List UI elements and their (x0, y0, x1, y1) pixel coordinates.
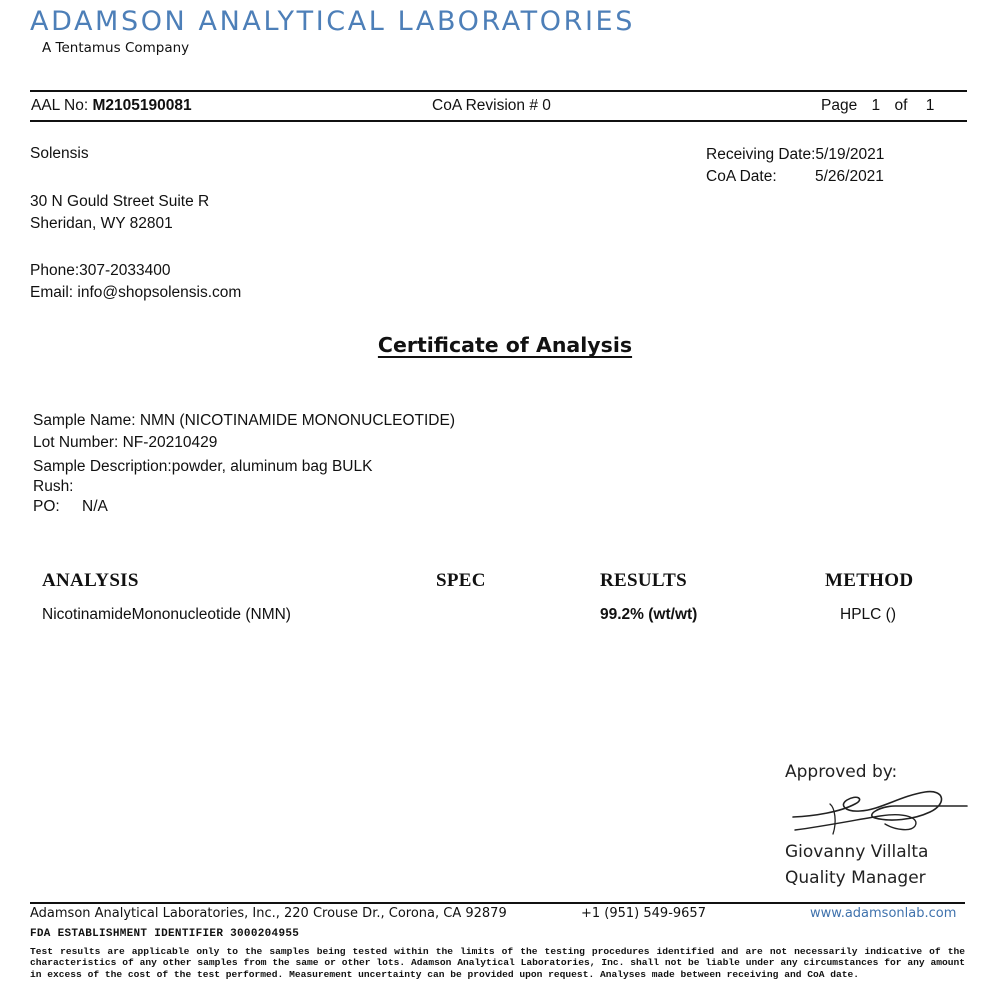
receiving-date-label: Receiving Date: (706, 146, 816, 163)
po-label: PO: (33, 498, 60, 515)
revision-number: 0 (542, 97, 551, 114)
sample-description (33, 458, 372, 476)
lot-number-label: Lot Number: (33, 434, 119, 451)
footer-website-link[interactable]: www.adamsonlab.com (810, 906, 957, 921)
client-name: Solensis (30, 145, 89, 162)
analysis-cell: NicotinamideMononucleotide (NMN) (42, 606, 291, 623)
footer-phone: +1 (951) 549-9657 (581, 906, 706, 921)
coa-date-value: 5/26/2021 (814, 168, 884, 185)
sample-name (33, 412, 455, 430)
column-header-results: RESULTS (600, 570, 687, 591)
approved-by-label: Approved by: (785, 762, 898, 782)
header-bottom-rule (30, 120, 967, 122)
phone-label: Phone: (30, 262, 80, 279)
footer-address: Adamson Analytical Laboratories, Inc., 220 Crouse Dr., Corona, CA 92879 (30, 906, 507, 921)
coa-date-label: CoA Date: (706, 168, 777, 185)
client-address-line1: 30 N Gould Street Suite R (30, 193, 210, 210)
page-current: 1 (871, 97, 881, 114)
column-header-method: METHOD (825, 570, 914, 591)
column-header-analysis: ANALYSIS (42, 570, 139, 591)
aal-number-field (31, 97, 192, 115)
header-top-rule (30, 90, 967, 92)
lab-name: ADAMSON ANALYTICAL LABORATORIES (30, 6, 635, 37)
po-value: N/A (82, 498, 108, 515)
phone-value: 307-2033400 (79, 262, 171, 279)
sample-name-label: Sample Name: (33, 412, 136, 429)
po-field (33, 498, 108, 516)
lot-number (33, 434, 217, 452)
page-indicator (821, 97, 934, 115)
revision-label: CoA Revision # (432, 97, 538, 114)
client-email (30, 284, 241, 302)
approver-name: Giovanny Villalta (785, 842, 929, 862)
coa-date (706, 168, 884, 186)
client-address-line2: Sheridan, WY 82801 (30, 215, 173, 232)
rush-label: Rush: (33, 478, 74, 495)
receiving-date (706, 146, 884, 164)
client-phone (30, 262, 171, 280)
page-of: of (894, 97, 908, 114)
footer-rule (30, 902, 965, 904)
sample-description-value: powder, aluminum bag BULK (171, 458, 373, 475)
signature-image (785, 782, 970, 842)
page-total: 1 (925, 97, 935, 114)
email-value: info@shopsolensis.com (77, 284, 242, 301)
result-cell: 99.2% (wt/wt) (600, 606, 698, 623)
lab-subtitle: A Tentamus Company (42, 40, 190, 56)
aal-number: M2105190081 (92, 97, 192, 114)
receiving-date-value: 5/19/2021 (815, 146, 885, 163)
aal-label: AAL No: (31, 97, 89, 114)
page-label: Page (821, 97, 858, 114)
coa-revision-field (432, 97, 551, 115)
column-header-spec: SPEC (436, 570, 486, 591)
disclaimer-text: Test results are applicable only to the samples being tested within the limits of the testing procedures identified and are not necessarily indicative of the characteristics of any other samples from the same or other lots. Adamson Analytical Laboratories, Inc. shall not be liable under any circumstances for any amount in excess of the cost of the test performed. Measurement uncertainty can be provided upon request. Analyses made between receiving and CoA date. (30, 946, 965, 980)
fda-identifier: FDA ESTABLISHMENT IDENTIFIER 3000204955 (30, 928, 300, 940)
approver-role: Quality Manager (785, 868, 926, 888)
method-cell: HPLC () (840, 606, 896, 623)
email-label: Email: (30, 284, 74, 301)
sample-description-label: Sample Description: (33, 458, 172, 475)
document-title: Certificate of Analysis (377, 333, 633, 357)
lot-number-value: NF-20210429 (122, 434, 218, 451)
sample-name-value: NMN (NICOTINAMIDE MONONUCLEOTIDE) (139, 412, 455, 429)
